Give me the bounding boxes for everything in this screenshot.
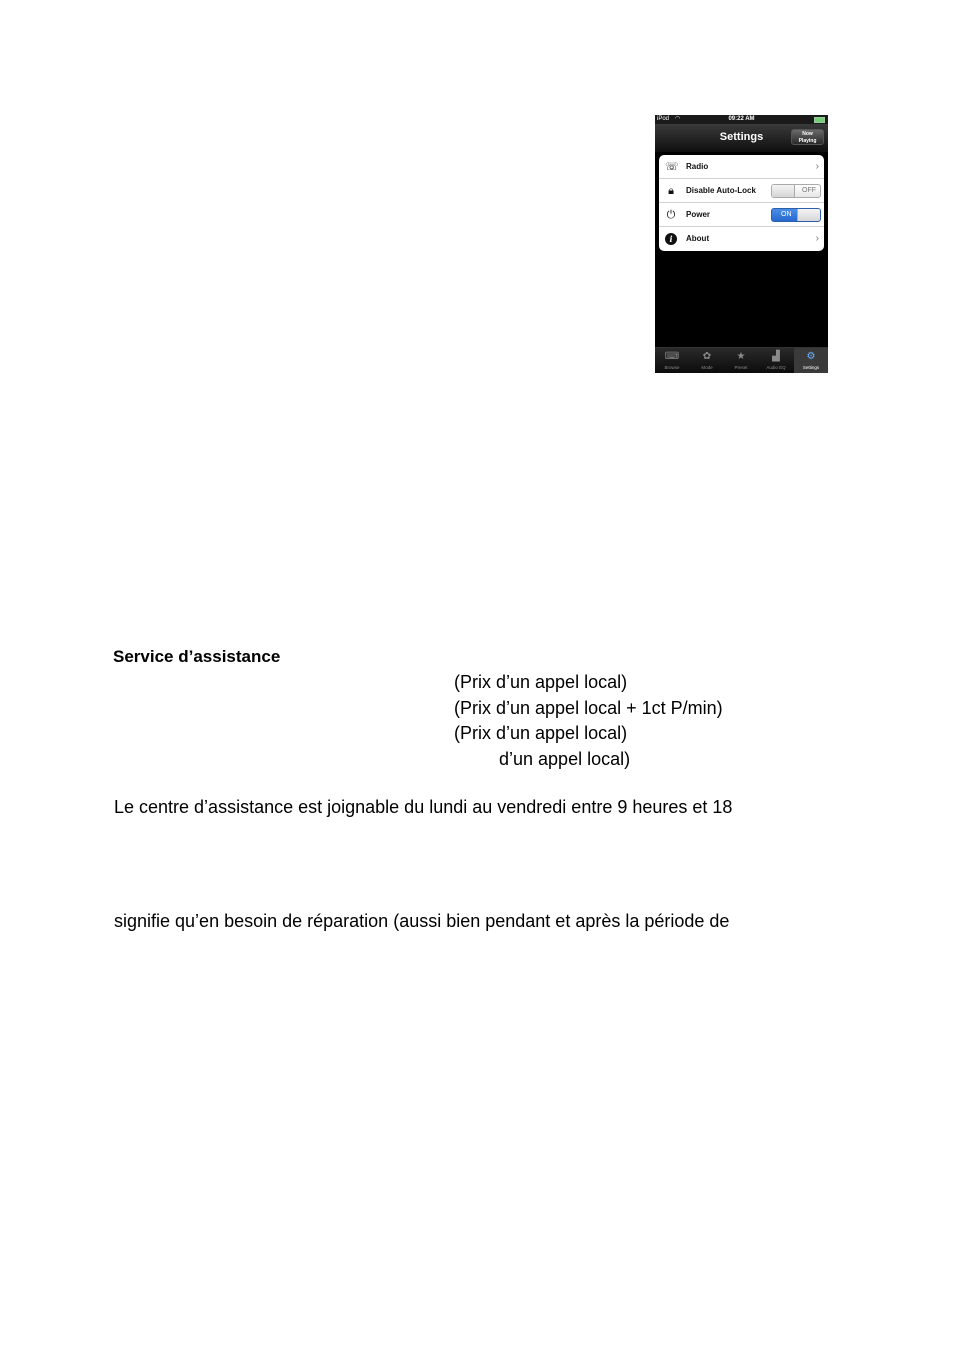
nav-bar bbox=[655, 124, 828, 153]
toggle-label: ON bbox=[781, 211, 792, 218]
now-playing-line1: Now bbox=[802, 131, 813, 137]
tab-label: Preset bbox=[734, 365, 748, 370]
repair-paragraph: signifie qu’en besoin de réparation (aussi bien pendant et après la période de bbox=[114, 911, 730, 931]
now-playing-button[interactable] bbox=[791, 129, 824, 145]
tab-settings[interactable] bbox=[794, 348, 828, 373]
tab-bar bbox=[655, 347, 828, 373]
now-playing-line2: Playing bbox=[798, 138, 817, 144]
settings-row-auto-lock bbox=[659, 179, 824, 203]
price-line-3: (Prix d’un appel local) bbox=[454, 723, 628, 743]
browse-icon: ⌨ bbox=[664, 351, 680, 362]
tab-browse[interactable] bbox=[655, 348, 689, 373]
star-icon: ★ bbox=[736, 351, 746, 362]
settings-row-radio[interactable] bbox=[659, 155, 824, 179]
row-label: Radio bbox=[686, 162, 709, 171]
mode-icon: ✿ bbox=[702, 351, 712, 362]
auto-lock-toggle[interactable] bbox=[771, 184, 821, 198]
row-label: About bbox=[686, 234, 710, 243]
settings-row-power bbox=[659, 203, 824, 227]
price-line-4: d’un appel local) bbox=[499, 749, 631, 769]
power-icon: ⏻ bbox=[666, 209, 676, 221]
tab-label: Mode bbox=[701, 365, 713, 370]
chevron-right-icon: › bbox=[815, 233, 819, 244]
radio-icon: ☏ bbox=[665, 161, 679, 173]
tab-label: Browse bbox=[664, 365, 680, 370]
price-line-2: (Prix d’un appel local + 1ct P/min) bbox=[454, 698, 723, 718]
price-line-1: (Prix d’un appel local) bbox=[454, 672, 628, 692]
lock-icon: 🔒︎ bbox=[668, 185, 674, 197]
tab-label: Settings bbox=[802, 365, 820, 370]
toggle-label: OFF bbox=[802, 187, 816, 194]
info-icon: i bbox=[665, 233, 677, 245]
settings-list bbox=[659, 155, 824, 251]
tab-label: Audio EQ bbox=[766, 365, 786, 370]
status-bar bbox=[655, 115, 828, 124]
app-screenshot bbox=[655, 115, 828, 373]
carrier-label: iPod bbox=[657, 116, 670, 122]
equalizer-icon: ▟ bbox=[772, 351, 780, 362]
nav-title: Settings bbox=[719, 131, 764, 143]
row-label: Power bbox=[686, 210, 711, 219]
battery-icon bbox=[814, 117, 825, 123]
settings-row-about[interactable] bbox=[659, 227, 824, 251]
gear-icon: ⚙ bbox=[806, 351, 816, 362]
tab-audio-eq[interactable] bbox=[759, 348, 793, 373]
toggle-knob bbox=[797, 209, 820, 221]
tab-preset[interactable] bbox=[724, 348, 758, 373]
hours-paragraph: Le centre d’assistance est joignable du lundi au vendredi entre 9 heures et 18 bbox=[114, 797, 733, 817]
section-heading: Service d’assistance bbox=[113, 647, 281, 666]
status-time: 09:22 AM bbox=[728, 116, 755, 122]
chevron-right-icon: › bbox=[815, 161, 819, 172]
wifi-icon: ◠ bbox=[675, 116, 681, 122]
row-label: Disable Auto-Lock bbox=[686, 186, 756, 195]
toggle-knob bbox=[772, 185, 795, 197]
power-toggle[interactable] bbox=[771, 208, 821, 222]
tab-mode[interactable] bbox=[690, 348, 724, 373]
